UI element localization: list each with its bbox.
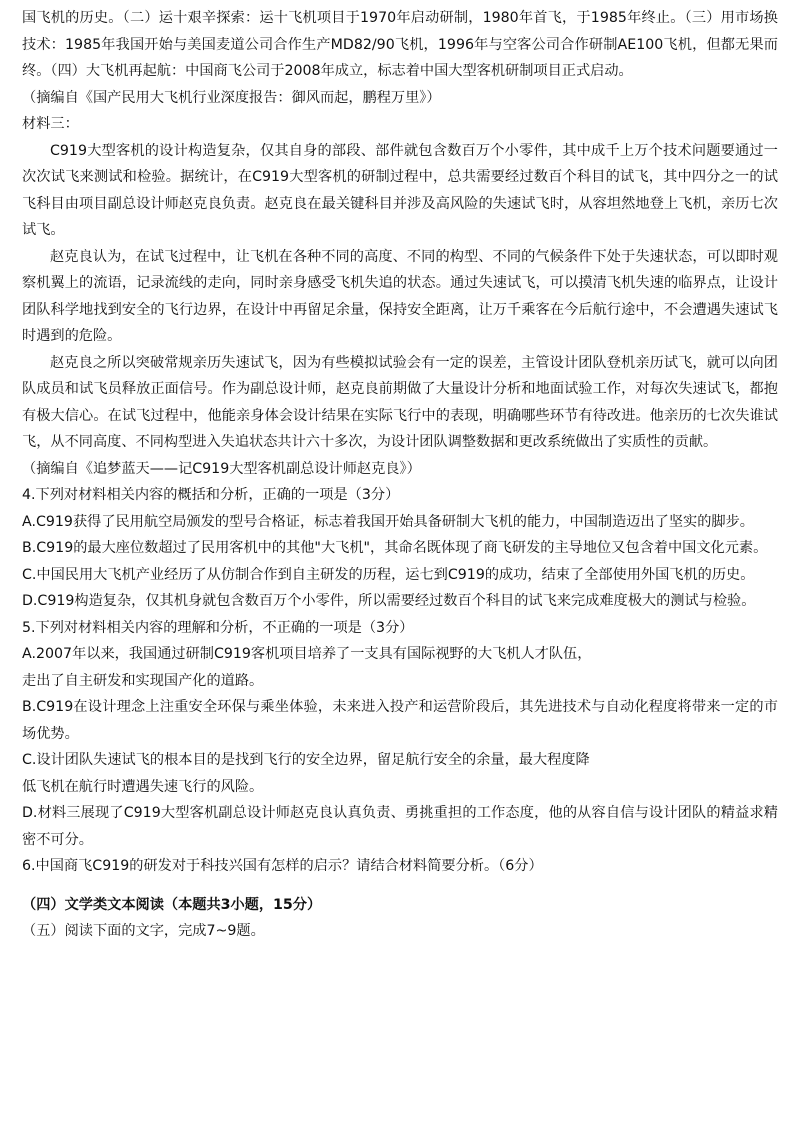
source-citation-2: （摘编自《追梦蓝天——记C919大型客机副总设计师赵克良》） — [22, 460, 421, 477]
question-5-option-b: B.C919在设计理念上注重安全环保与乘坐体验，未来进入投产和运营阶段后，其先进技术与自动化程度将带来一定的市场优势。 — [22, 699, 778, 742]
material-three-paragraph-1: C919大型客机的设计构造复杂，仅其自身的部段、部件就包含数百万个小零件，其中成千上万个技术问题要通过一次次试飞来测试和检验。据统计，在C919大型客机的研制过程中，总共需要经过数百个科目的试飞，其中四分之一的试飞科目由项目副总设计师赵克良负责。赵克良在最关键科目并涉及高风险的失速试飞时，从容坦然地登上飞机，亲历七次试飞。 — [22, 142, 778, 238]
material-three-paragraph-3: 赵克良之所以突破常规亲历失速试飞，因为有些模拟试验会有一定的误差，主管设计团队登机亲历试飞，就可以向团队成员和试飞员释放正面信号。作为副总设计师，赵克良前期做了大量设计分析和地面试验工作，对每次失速试飞，都抱有极大信心。在试飞过程中，他能亲身体会设计结果在实际飞行中的表现，明确哪些环节有待改进。他亲历的七次失谁试飞，从不同高度、不同构型进入失追状态共计六十多次，为设计团队调整数据和更改系统做出了实质性的贡献。 — [22, 354, 778, 450]
question-4-option-c: C.中国民用大飞机产业经历了从仿制合作到自主研发的历程，运七到C919的成功，结束了全部使用外国飞机的历史。 — [22, 566, 755, 583]
section-spacer — [22, 880, 778, 892]
question-6: 6.中国商飞C919的研发对于科技兴国有怎样的启示？请结合材料简要分析。（6分） — [22, 858, 543, 874]
source-citation-1: （摘编自《国产民用大飞机行业深度报告：御风而起，鹏程万里》） — [22, 89, 441, 106]
question-5-option-d: D.材料三展现了C919大型客机副总设计师赵克良认真负责、勇挑重担的工作态度，他的从容自信与设计团队的精益求精密不可分。 — [22, 805, 778, 848]
section-four-heading: （四）文学类文本阅读（本题共3小题，15分） — [22, 896, 322, 913]
question-5-option-a-line-1: A.2007年以来，我国通过研制C919客机项目培养了一支具有国际视野的大飞机人才队伍， — [22, 646, 592, 662]
material-three-heading: 材料三： — [22, 116, 79, 132]
paragraph-history-continued: 国飞机的历史。（二）运十艰辛探索：运十飞机项目于1970年启动研制，1980年首飞，于1985年终止。（三）用市场换技术：1985年我国开始与美国麦道公司合作生产MD82/90飞机，1996年与空客公司合作研制AE100飞机，但都无果而终。（四）大飞机再起航：中国商飞公司于2008年成立，标志着中国大型客机研制项目正式启动。 — [22, 10, 778, 79]
question-5: 5.下列对材料相关内容的理解和分析，不正确的一项是（3分） — [22, 619, 414, 636]
material-three-paragraph-2: 赵克良认为，在试飞过程中，让飞机在各种不同的高度、不同的构型、不同的气候条件下处于失速状态，可以即时观察机翼上的流语，记录流线的走向，同时亲身感受飞机失追的状态。通过失速试飞，可以摸清飞机失速的临界点，让设计团队科学地找到安全的飞行边界，在设计中再留足余量，保持安全距离，让万千乘客在今后航行途中，不会遭遇失速试飞时遇到的危险。 — [22, 248, 778, 344]
question-4-option-b: B.C919的最大座位数超过了民用客机中的其他"大飞机"，其命名既体现了商飞研发的主导地位又包含着中国文化元素。 — [22, 540, 768, 556]
question-4-option-d: D.C919构造复杂，仅其机身就包含数百万个小零件，所以需要经过数百个科目的试飞来完成难度极大的测试与检验。 — [22, 593, 756, 609]
question-5-option-c-line-2: 低飞机在航行时遭遇失速飞行的风险。 — [22, 778, 264, 795]
question-4-option-a: A.C919获得了民用航空局颁发的型号合格证，标志着我国开始具备研制大飞机的能力，中国制造迈出了坚实的脚步。 — [22, 513, 754, 530]
question-5-option-a-line-2: 走出了自主研发和实现国产化的道路。 — [22, 672, 264, 689]
section-five-instruction: （五）阅读下面的文字，完成7~9题。 — [22, 923, 265, 939]
question-4: 4.下列对材料相关内容的概括和分析，正确的一项是（3分） — [22, 487, 400, 503]
question-5-option-c-line-1: C.设计团队失速试飞的根本目的是找到飞行的安全边界，留足航行安全的余量，最大程度降 — [22, 752, 590, 768]
